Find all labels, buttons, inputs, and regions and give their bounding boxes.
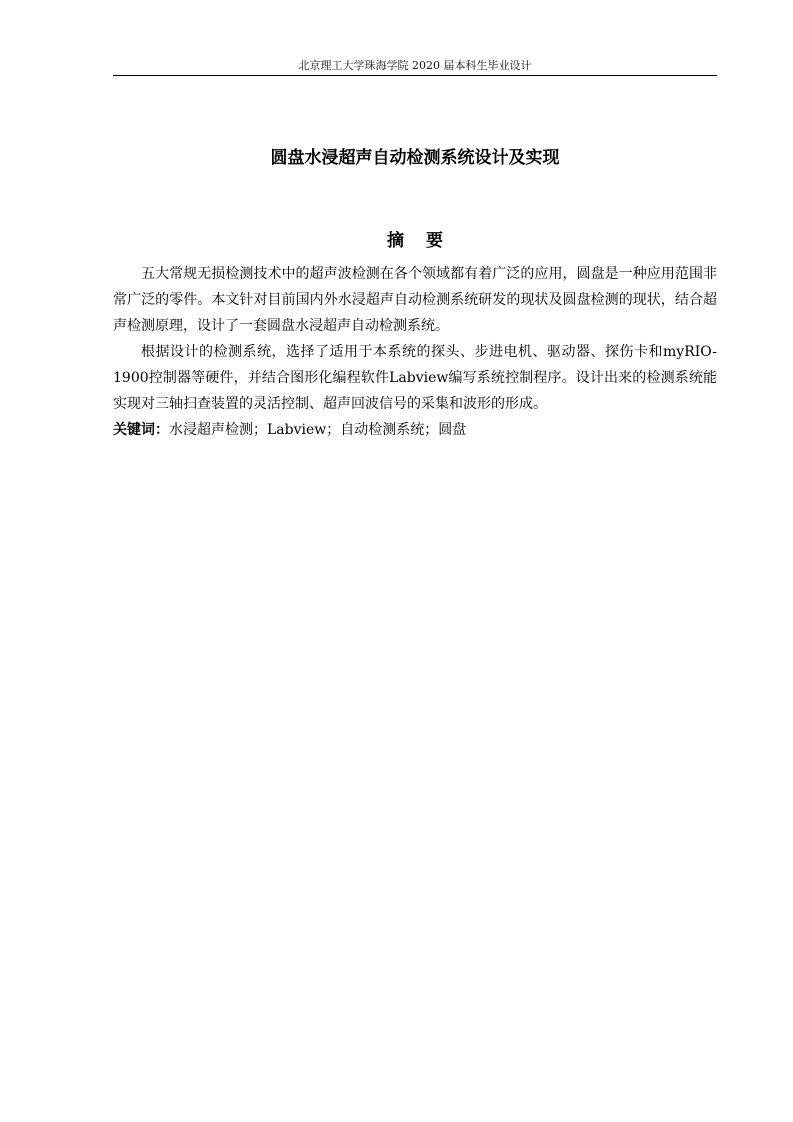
- running-header: 北京理工大学珠海学院 2020 届本科生毕业设计: [298, 59, 532, 72]
- abstract-paragraph-1: 五大常规无损检测技术中的超声波检测在各个领域都有着广泛的应用，圆盘是一种应用范围非常广泛的零件。本文针对目前国内外水浸超声自动检测系统研发的现状及圆盘检测的现状，结合超声检测原理，设计了一套圆盘水浸超声自动检测系统。: [113, 266, 717, 334]
- document-title: 圆盘水浸超声自动检测系统设计及实现: [270, 148, 560, 168]
- abstract-paragraph-2: 根据设计的检测系统，选择了适用于本系统的探头、步进电机、驱动器、探伤卡和myRIO-1900控制器等硬件，并结合图形化编程软件Labview编写系统控制程序。设计出来的检测系统能实现对三轴扫查装置的灵活控制、超声回波信号的采集和波形的形成。: [113, 344, 717, 412]
- abstract-body: [113, 261, 717, 443]
- keywords-label: 关键词：: [113, 422, 169, 438]
- keywords-value: 水浸超声检测；Labview；自动检测系统；圆盘: [169, 422, 467, 438]
- abstract-heading: 摘要: [387, 231, 465, 251]
- header-divider: [113, 75, 717, 76]
- keywords-line: [113, 417, 717, 443]
